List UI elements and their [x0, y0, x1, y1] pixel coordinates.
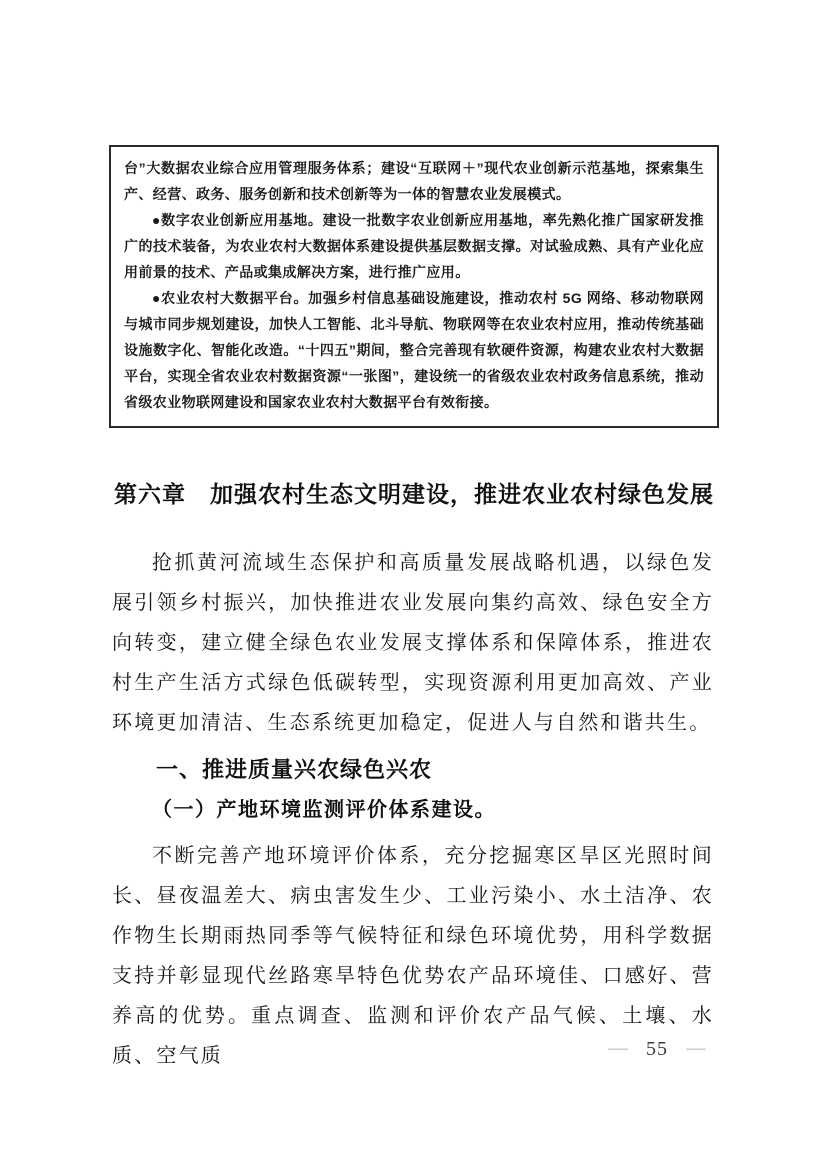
main-text-column: [112, 543, 714, 1076]
box-paragraph-digital-agriculture-base: ●数字农业创新应用基地。建设一批数字农业创新应用基地，率先熟化推广国家研发推广的技术装备，为农业农村大数据体系建设提供基层数据支撑。对试验成熟、具有产业化应用前景的技术、产品或集成解决方案，进行推广应用。: [124, 212, 704, 280]
box-paragraph-big-data-platform: ●农业农村大数据平台。加强乡村信息基础设施建设，推动农村 5G 网络、移动物联网与城市同步规划建设，加快人工智能、北斗导航、物联网等在农业农村应用，推动传统基础设施数字化、智能化改造。“十四五”期间，整合完善现有软硬件资源，构建农业农村大数据平台，实现全省农业农村数据资源“一张图”，建设统一的省级农业农村政务信息系统，推动省级农业物联网建设和国家农业农村大数据平台有效衔接。: [124, 290, 704, 410]
section-heading: 一、推进质量兴农绿色兴农: [156, 757, 433, 782]
page-number: 55: [646, 1038, 668, 1060]
subsection-heading: （一）产地环境监测评价体系建设。: [152, 799, 496, 821]
footer-dash-right: —: [686, 1040, 706, 1057]
intro-paragraph: 抢抓黄河流域生态保护和高质量发展战略机遇，以绿色发展引领乡村振兴，加快推进农业发展向集约高效、绿色安全方向转变，建立健全绿色农业发展支撑体系和保障体系，推进农村生产生活方式绿色低碳转型，实现资源利用更加高效、产业环境更加清洁、生态系统更加稳定，促进人与自然和谐共生。: [112, 552, 714, 734]
body-paragraph: 不断完善产地环境评价体系，充分挖掘寒区旱区光照时间长、昼夜温差大、病虫害发生少、工业污染小、水土洁净、农作物生长期雨热同季等气候特征和绿色环境优势，用科学数据支持并彰显现代丝路寒旱特色优势农产品环境佳、口感好、营养高的优势。重点调查、监测和评价农产品气候、土壤、水质、空气质: [112, 845, 714, 1067]
highlight-box: [109, 145, 719, 428]
box-paragraph-continuation: 台”大数据农业综合应用管理服务体系；建设“互联网＋”现代农业创新示范基地，探索集生产、经营、政务、服务创新和技术创新等为一体的智慧农业发展模式。: [124, 160, 704, 202]
footer-dash-left: —: [608, 1040, 628, 1057]
page-footer: [610, 1037, 704, 1061]
chapter-heading: 第六章 加强农村生态文明建设，推进农业农村绿色发展: [114, 481, 714, 507]
